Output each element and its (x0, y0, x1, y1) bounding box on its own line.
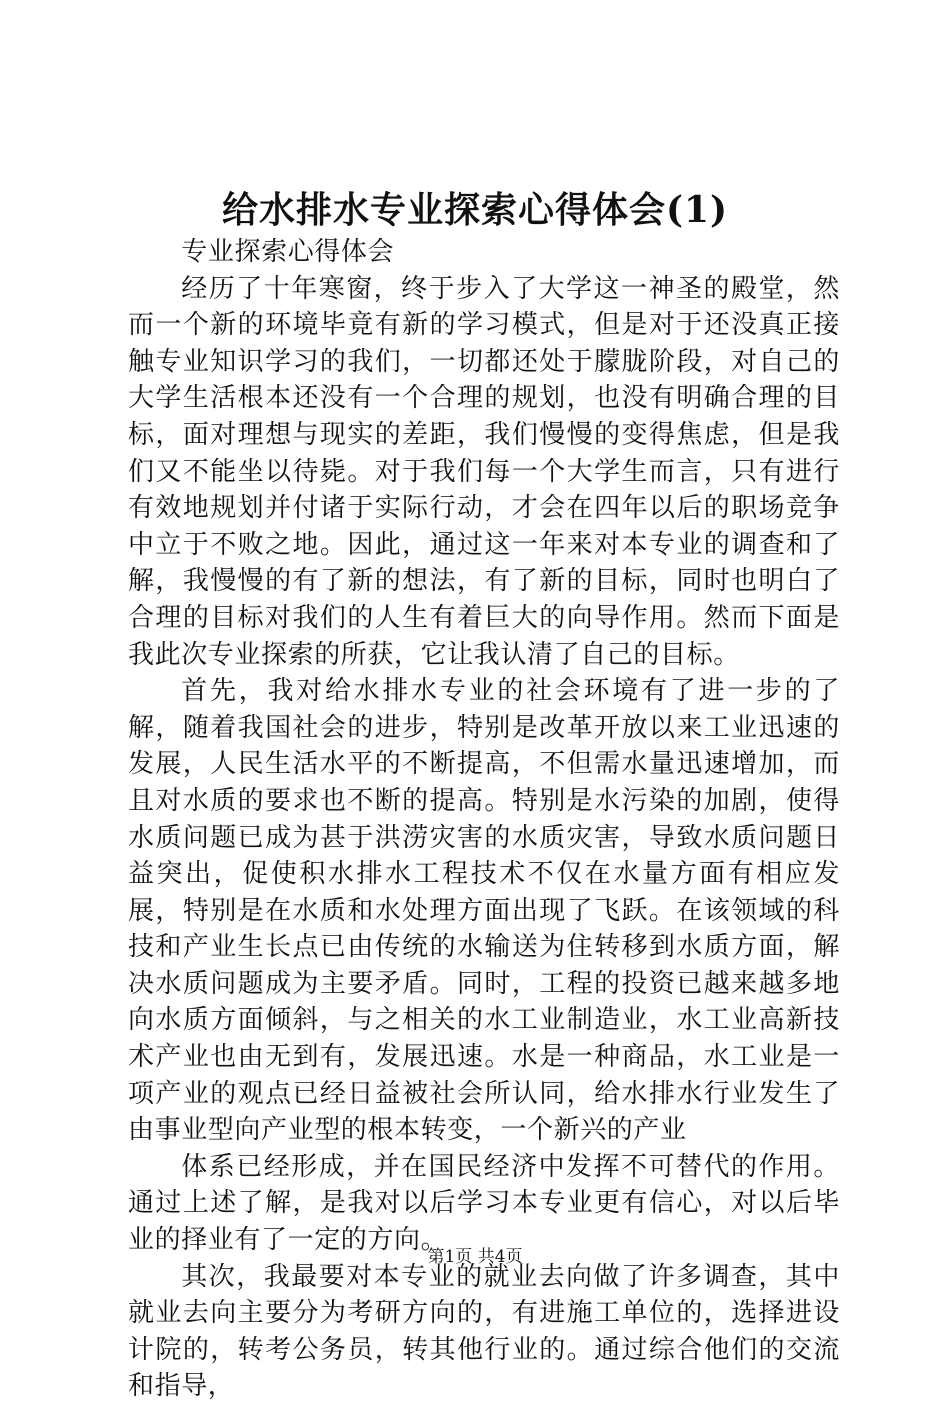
document-title: 给水排水专业探索心得体会(1) (221, 189, 729, 231)
section-subheading: 专业探索心得体会 (181, 237, 395, 267)
paragraph-second: 其次，我最要对本专业的就业去向做了许多调查，其中就业去向主要分为考研方向的，有进施工单位的，选择进设计院的，转考公务员，转其他行业的。通过综合他们的交流和指导， (128, 1261, 840, 1402)
page-number-footer: 第1页 共4页 (427, 1247, 523, 1267)
paragraph-intro: 经历了十年寒窗，终于步入了大学这一神圣的殿堂，然而一个新的环境毕竟有新的学习模式，但是对于还没真正接触专业知识学习的我们，一切都还处于朦胧阶段，对自己的大学生活根本还没有一个合理的规划，也没有明确合理的目标，面对理想与现实的差距，我们慢慢的变得焦虑，但是我们又不能坐以待毙。对于我们每一个大学生而言，只有进行有效地规划并付诸于实际行动，才会在四年以后的职场竞争中立于不败之地。因此，通过这一年来对本专业的调查和了解，我慢慢的有了新的想法，有了新的目标，同时也明白了合理的目标对我们的人生有着巨大的向导作用。然而下面是我此次专业探索的所获，它让我认清了自己的目标。 (128, 273, 840, 670)
paragraph-first: 首先，我对给水排水专业的社会环境有了进一步的了解，随着我国社会的进步，特别是改革开放以来工业迅速的发展，人民生活水平的不断提高，不但需水量迅速增加，而且对水质的要求也不断的提高。特别是水污染的加剧，使得水质问题已成为甚于洪涝灾害的水质灾害，导致水质问题日益突出，促使积水排水工程技术不仅在水量方面有相应发展，特别是在水质和水处理方面出现了飞跃。在该领域的科技和产业生长点已由传统的水输送为住转移到水质方面，解决水质问题成为主要矛盾。同时，工程的投资已越来越多地向水质方面倾斜，与之相关的水工业制造业，水工业高新技术产业也由无到有，发展迅速。水是一种商品，水工业是一项产业的观点已经日益被社会所认同，给水排水行业发生了由事业型向产业型的根本转变，一个新兴的产业 (128, 676, 840, 1146)
paragraph-continued: 体系已经形成，并在国民经济中发挥不可替代的作用。通过上述了解，是我对以后学习本专业更有信心，对以后毕业的择业有了一定的方向。 (128, 1151, 840, 1256)
document-body (128, 234, 840, 1405)
